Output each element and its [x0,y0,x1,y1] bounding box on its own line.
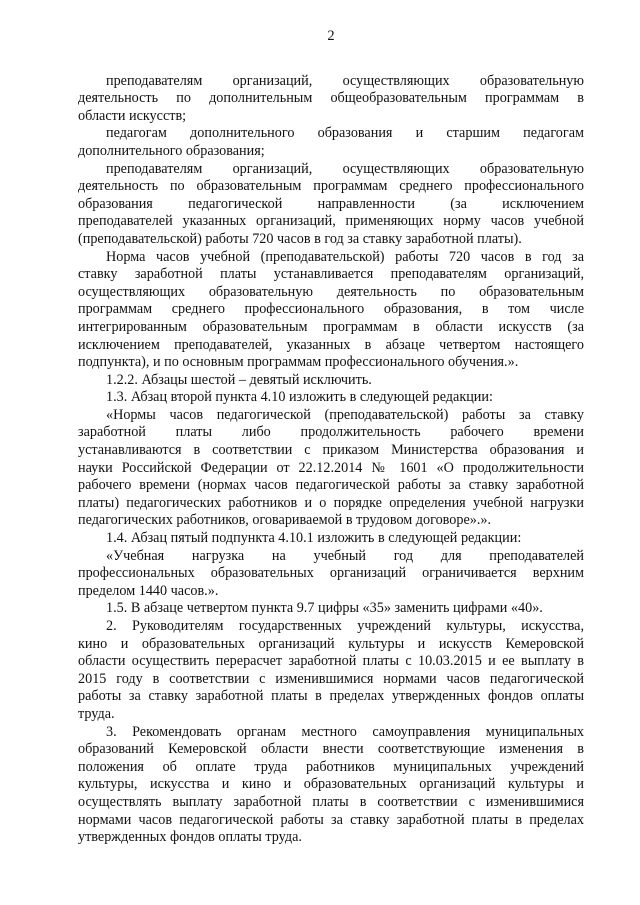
text-line: преподавателям организаций, осуществляющих образовательную [106,160,584,177]
text-line: области осуществить перерасчет заработной платы с 10.03.2015 и ее выплату в [78,653,584,670]
text-line: 1.5. В абзаце четвертом пункта 9.7 цифры «35» заменить цифрами «40». [106,600,543,617]
text-line: деятельность по дополнительным общеобразовательным программам в [78,90,584,107]
text-line: устанавливаются в соответствии с приказом Министерства образования и [78,442,584,459]
text-line: области искусств; [78,107,187,124]
text-line: педагогических работников, оговариваемой в трудовом договоре».». [78,512,492,529]
text-line: 1.4. Абзац пятый подпункта 4.10.1 изложить в следующей редакции: [106,530,522,547]
text-line: дополнительного образования; [78,142,265,159]
text-line: деятельность по образовательным программам среднего профессионального [78,178,584,195]
page-number: 2 [327,28,335,44]
text-line: 1.2.2. Абзацы шестой – девятый исключить. [106,371,372,388]
text-line: педагогам дополнительного образования и старшим педагогам [106,125,584,142]
text-line: утвержденных фондов оплаты труда. [78,829,302,846]
text-line: платы) педагогических работников и о порядке определения учебной нагрузки [78,494,584,511]
text-line: положения об оплате труда работников муниципальных учреждений [78,758,584,775]
text-line: преподавателям организаций, осуществляющих образовательную [106,72,584,89]
text-line: интегрированным образовательным программам в области искусств (за [78,318,584,335]
text-line: пределом 1440 часов.». [78,582,219,599]
text-line: 2. Руководителям государственных учреждений культуры, искусства, [106,618,584,634]
text-line: Норма часов учебной (преподавательской) работы 720 часов в год за [106,248,584,265]
text-line: подпункта), и по основным программам профессионального обучения.». [78,354,519,371]
text-line: (преподавательской) работы 720 часов в год за ставку заработной платы). [78,230,522,247]
text-line: нормами часов педагогической работы за ставку заработной платы в пределах [78,811,584,828]
text-line: культуры, искусства и кино и образовательных организаций культуры и [78,776,584,793]
text-line: исключением преподавателей, указанных в абзаце четвертом настоящего [78,336,584,353]
text-line: преподавателей указанных организаций, применяющих норму часов учебной [78,213,584,230]
text-line: профессиональных образовательных организаций ограничивается верхним [78,565,584,582]
text-line: 2015 году в соответствии с изменившимися нормами часов педагогической [78,670,584,687]
text-line: 1.3. Абзац второй пункта 4.10 изложить в следующей редакции: [106,389,493,406]
text-line: науки Российской Федерации от 22.12.2014 № 1601 «О продолжительности [78,459,584,476]
text-line: «Нормы часов педагогической (преподавательской) работы за ставку [106,406,584,423]
text-line: заработной платы либо продолжительность рабочего времени [78,424,584,441]
text-line: кино и образовательных организаций культуры и искусств Кемеровской [78,635,584,652]
text-line: 3. Рекомендовать органам местного самоуправления муниципальных [106,723,584,740]
text-line: рабочего времени (нормах часов педагогической работы за ставку заработной [78,477,584,494]
text-line: образований Кемеровской области внести соответствующие изменения в [78,741,584,758]
text-line: образования педагогической направленности (за исключением [78,195,584,212]
text-line: работы за ставку заработной платы в пределах утвержденных фондов оплаты [78,688,584,705]
text-line: осуществлять выплату заработной платы в соответствии с изменившимися [78,793,584,810]
text-line: программам среднего профессионального образования, в том числе [78,301,584,318]
text-line: труда. [78,705,115,722]
text-line: «Учебная нагрузка на учебный год для преподавателей [106,547,584,564]
document-body [78,73,584,847]
text-line: осуществляющих образовательную деятельность по образовательным [78,283,584,300]
text-line: ставку заработной платы устанавливается преподавателям организаций, [78,266,584,283]
